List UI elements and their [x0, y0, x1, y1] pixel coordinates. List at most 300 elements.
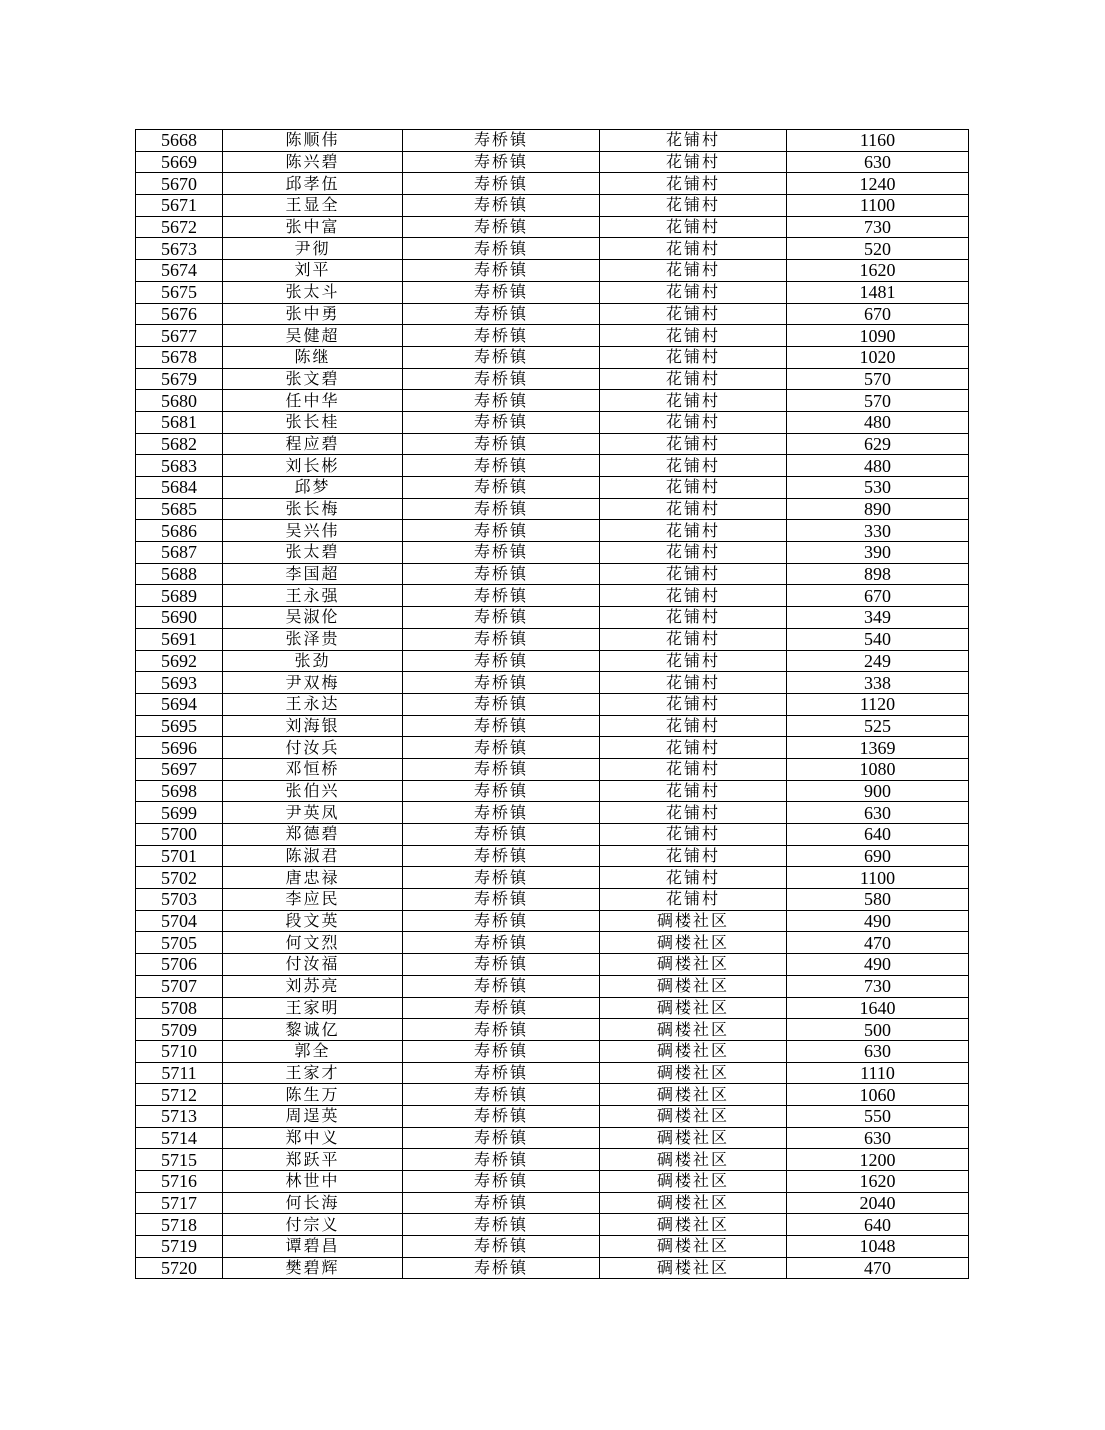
town-name: 寿桥镇 [403, 433, 600, 455]
amount-value: 1620 [787, 1171, 969, 1193]
amount-value: 670 [787, 585, 969, 607]
person-name: 张文碧 [223, 368, 403, 390]
person-name: 张中富 [223, 216, 403, 238]
table-row [136, 824, 969, 846]
town-name: 寿桥镇 [403, 151, 600, 173]
person-name: 尹双梅 [223, 672, 403, 694]
town-name: 寿桥镇 [403, 325, 600, 347]
roster-table-body [136, 130, 969, 1279]
person-name: 尹英凤 [223, 802, 403, 824]
person-name: 刘平 [223, 260, 403, 282]
table-row [136, 1062, 969, 1084]
person-name: 黎诚亿 [223, 1019, 403, 1041]
village-name: 花铺村 [600, 411, 787, 433]
table-row [136, 238, 969, 260]
row-number: 5719 [136, 1236, 223, 1258]
amount-value: 570 [787, 390, 969, 412]
row-number: 5703 [136, 889, 223, 911]
table-row [136, 1214, 969, 1236]
row-number: 5673 [136, 238, 223, 260]
amount-value: 470 [787, 932, 969, 954]
row-number: 5694 [136, 693, 223, 715]
amount-value: 640 [787, 1214, 969, 1236]
village-name: 碉楼社区 [600, 1040, 787, 1062]
row-number: 5682 [136, 433, 223, 455]
village-name: 花铺村 [600, 216, 787, 238]
amount-value: 730 [787, 216, 969, 238]
table-row [136, 1171, 969, 1193]
town-name: 寿桥镇 [403, 1171, 600, 1193]
person-name: 周逞英 [223, 1105, 403, 1127]
amount-value: 525 [787, 715, 969, 737]
village-name: 碉楼社区 [600, 975, 787, 997]
amount-value: 249 [787, 650, 969, 672]
table-row [136, 737, 969, 759]
table-row [136, 368, 969, 390]
row-number: 5710 [136, 1040, 223, 1062]
table-row [136, 346, 969, 368]
row-number: 5671 [136, 195, 223, 217]
table-row [136, 173, 969, 195]
row-number: 5668 [136, 130, 223, 152]
amount-value: 1020 [787, 346, 969, 368]
table-row [136, 1019, 969, 1041]
person-name: 林世中 [223, 1171, 403, 1193]
amount-value: 900 [787, 780, 969, 802]
town-name: 寿桥镇 [403, 780, 600, 802]
row-number: 5687 [136, 542, 223, 564]
row-number: 5672 [136, 216, 223, 238]
table-row [136, 607, 969, 629]
amount-value: 640 [787, 824, 969, 846]
person-name: 郑中义 [223, 1127, 403, 1149]
village-name: 花铺村 [600, 325, 787, 347]
person-name: 邓恒桥 [223, 758, 403, 780]
person-name: 郭全 [223, 1040, 403, 1062]
town-name: 寿桥镇 [403, 954, 600, 976]
table-row [136, 954, 969, 976]
person-name: 张中勇 [223, 303, 403, 325]
row-number: 5678 [136, 346, 223, 368]
town-name: 寿桥镇 [403, 1105, 600, 1127]
table-row [136, 932, 969, 954]
town-name: 寿桥镇 [403, 303, 600, 325]
row-number: 5669 [136, 151, 223, 173]
village-name: 花铺村 [600, 585, 787, 607]
row-number: 5714 [136, 1127, 223, 1149]
table-row [136, 693, 969, 715]
village-name: 花铺村 [600, 802, 787, 824]
person-name: 陈兴碧 [223, 151, 403, 173]
row-number: 5701 [136, 845, 223, 867]
table-row [136, 303, 969, 325]
amount-value: 890 [787, 498, 969, 520]
village-name: 花铺村 [600, 628, 787, 650]
town-name: 寿桥镇 [403, 520, 600, 542]
village-name: 花铺村 [600, 151, 787, 173]
table-row [136, 585, 969, 607]
amount-value: 570 [787, 368, 969, 390]
town-name: 寿桥镇 [403, 975, 600, 997]
amount-value: 338 [787, 672, 969, 694]
row-number: 5702 [136, 867, 223, 889]
person-name: 王家明 [223, 997, 403, 1019]
table-row [136, 216, 969, 238]
town-name: 寿桥镇 [403, 867, 600, 889]
village-name: 花铺村 [600, 195, 787, 217]
row-number: 5715 [136, 1149, 223, 1171]
amount-value: 2040 [787, 1192, 969, 1214]
person-name: 程应碧 [223, 433, 403, 455]
village-name: 花铺村 [600, 650, 787, 672]
village-name: 花铺村 [600, 715, 787, 737]
amount-value: 630 [787, 1127, 969, 1149]
town-name: 寿桥镇 [403, 1192, 600, 1214]
village-name: 碉楼社区 [600, 1127, 787, 1149]
town-name: 寿桥镇 [403, 672, 600, 694]
table-row [136, 433, 969, 455]
person-name: 张劲 [223, 650, 403, 672]
village-name: 碉楼社区 [600, 1192, 787, 1214]
town-name: 寿桥镇 [403, 997, 600, 1019]
amount-value: 580 [787, 889, 969, 911]
town-name: 寿桥镇 [403, 628, 600, 650]
row-number: 5699 [136, 802, 223, 824]
person-name: 樊碧辉 [223, 1257, 403, 1279]
village-name: 碉楼社区 [600, 1105, 787, 1127]
town-name: 寿桥镇 [403, 498, 600, 520]
person-name: 吴兴伟 [223, 520, 403, 542]
village-name: 花铺村 [600, 173, 787, 195]
amount-value: 330 [787, 520, 969, 542]
town-name: 寿桥镇 [403, 1236, 600, 1258]
village-name: 碉楼社区 [600, 1257, 787, 1279]
table-row [136, 563, 969, 585]
amount-value: 1369 [787, 737, 969, 759]
person-name: 唐忠禄 [223, 867, 403, 889]
village-name: 花铺村 [600, 498, 787, 520]
table-row [136, 1127, 969, 1149]
person-name: 邱孝伍 [223, 173, 403, 195]
row-number: 5706 [136, 954, 223, 976]
amount-value: 1100 [787, 195, 969, 217]
person-name: 陈继 [223, 346, 403, 368]
town-name: 寿桥镇 [403, 758, 600, 780]
town-name: 寿桥镇 [403, 845, 600, 867]
village-name: 碉楼社区 [600, 932, 787, 954]
person-name: 刘长彬 [223, 455, 403, 477]
row-number: 5677 [136, 325, 223, 347]
person-name: 付宗义 [223, 1214, 403, 1236]
amount-value: 520 [787, 238, 969, 260]
town-name: 寿桥镇 [403, 715, 600, 737]
row-number: 5686 [136, 520, 223, 542]
amount-value: 1090 [787, 325, 969, 347]
person-name: 张长梅 [223, 498, 403, 520]
table-row [136, 477, 969, 499]
amount-value: 530 [787, 477, 969, 499]
village-name: 碉楼社区 [600, 1149, 787, 1171]
village-name: 花铺村 [600, 737, 787, 759]
table-row [136, 628, 969, 650]
town-name: 寿桥镇 [403, 824, 600, 846]
amount-value: 550 [787, 1105, 969, 1127]
town-name: 寿桥镇 [403, 477, 600, 499]
row-number: 5708 [136, 997, 223, 1019]
row-number: 5695 [136, 715, 223, 737]
village-name: 花铺村 [600, 368, 787, 390]
table-row [136, 867, 969, 889]
roster-table [135, 129, 969, 1279]
town-name: 寿桥镇 [403, 563, 600, 585]
village-name: 花铺村 [600, 563, 787, 585]
row-number: 5692 [136, 650, 223, 672]
amount-value: 690 [787, 845, 969, 867]
table-row [136, 802, 969, 824]
village-name: 碉楼社区 [600, 1171, 787, 1193]
village-name: 花铺村 [600, 867, 787, 889]
amount-value: 500 [787, 1019, 969, 1041]
table-row [136, 780, 969, 802]
town-name: 寿桥镇 [403, 260, 600, 282]
table-row [136, 1192, 969, 1214]
village-name: 花铺村 [600, 845, 787, 867]
amount-value: 630 [787, 151, 969, 173]
amount-value: 898 [787, 563, 969, 585]
table-row [136, 997, 969, 1019]
row-number: 5717 [136, 1192, 223, 1214]
village-name: 碉楼社区 [600, 1236, 787, 1258]
village-name: 碉楼社区 [600, 910, 787, 932]
town-name: 寿桥镇 [403, 1257, 600, 1279]
village-name: 花铺村 [600, 693, 787, 715]
amount-value: 1080 [787, 758, 969, 780]
village-name: 花铺村 [600, 346, 787, 368]
village-name: 花铺村 [600, 607, 787, 629]
table-row [136, 411, 969, 433]
table-row [136, 1149, 969, 1171]
person-name: 李国超 [223, 563, 403, 585]
amount-value: 1200 [787, 1149, 969, 1171]
table-row [136, 758, 969, 780]
amount-value: 540 [787, 628, 969, 650]
row-number: 5711 [136, 1062, 223, 1084]
row-number: 5684 [136, 477, 223, 499]
person-name: 何长海 [223, 1192, 403, 1214]
town-name: 寿桥镇 [403, 195, 600, 217]
row-number: 5670 [136, 173, 223, 195]
table-row [136, 455, 969, 477]
table-row [136, 260, 969, 282]
row-number: 5680 [136, 390, 223, 412]
town-name: 寿桥镇 [403, 455, 600, 477]
table-row [136, 910, 969, 932]
person-name: 王显全 [223, 195, 403, 217]
town-name: 寿桥镇 [403, 1062, 600, 1084]
town-name: 寿桥镇 [403, 1040, 600, 1062]
town-name: 寿桥镇 [403, 737, 600, 759]
person-name: 陈淑君 [223, 845, 403, 867]
person-name: 付汝福 [223, 954, 403, 976]
person-name: 张太斗 [223, 281, 403, 303]
town-name: 寿桥镇 [403, 1149, 600, 1171]
table-row [136, 1236, 969, 1258]
village-name: 花铺村 [600, 260, 787, 282]
table-row [136, 195, 969, 217]
village-name: 花铺村 [600, 542, 787, 564]
amount-value: 480 [787, 411, 969, 433]
person-name: 陈生万 [223, 1084, 403, 1106]
village-name: 花铺村 [600, 520, 787, 542]
town-name: 寿桥镇 [403, 650, 600, 672]
amount-value: 1120 [787, 693, 969, 715]
table-row [136, 1040, 969, 1062]
town-name: 寿桥镇 [403, 693, 600, 715]
amount-value: 390 [787, 542, 969, 564]
village-name: 碉楼社区 [600, 954, 787, 976]
amount-value: 1100 [787, 867, 969, 889]
village-name: 花铺村 [600, 390, 787, 412]
amount-value: 1240 [787, 173, 969, 195]
table-row [136, 672, 969, 694]
row-number: 5674 [136, 260, 223, 282]
village-name: 花铺村 [600, 455, 787, 477]
row-number: 5698 [136, 780, 223, 802]
town-name: 寿桥镇 [403, 542, 600, 564]
amount-value: 1481 [787, 281, 969, 303]
document-page [135, 129, 968, 1279]
row-number: 5679 [136, 368, 223, 390]
person-name: 张太碧 [223, 542, 403, 564]
village-name: 花铺村 [600, 824, 787, 846]
village-name: 花铺村 [600, 303, 787, 325]
town-name: 寿桥镇 [403, 607, 600, 629]
row-number: 5707 [136, 975, 223, 997]
town-name: 寿桥镇 [403, 910, 600, 932]
row-number: 5690 [136, 607, 223, 629]
town-name: 寿桥镇 [403, 889, 600, 911]
table-row [136, 889, 969, 911]
table-row [136, 1105, 969, 1127]
amount-value: 1110 [787, 1062, 969, 1084]
amount-value: 1620 [787, 260, 969, 282]
town-name: 寿桥镇 [403, 130, 600, 152]
row-number: 5685 [136, 498, 223, 520]
town-name: 寿桥镇 [403, 346, 600, 368]
table-row [136, 1084, 969, 1106]
person-name: 谭碧昌 [223, 1236, 403, 1258]
table-row [136, 130, 969, 152]
village-name: 碉楼社区 [600, 1019, 787, 1041]
amount-value: 1640 [787, 997, 969, 1019]
table-row [136, 715, 969, 737]
table-row [136, 498, 969, 520]
row-number: 5713 [136, 1105, 223, 1127]
town-name: 寿桥镇 [403, 390, 600, 412]
person-name: 李应民 [223, 889, 403, 911]
person-name: 王永强 [223, 585, 403, 607]
amount-value: 630 [787, 1040, 969, 1062]
person-name: 吴健超 [223, 325, 403, 347]
village-name: 花铺村 [600, 130, 787, 152]
row-number: 5704 [136, 910, 223, 932]
person-name: 张伯兴 [223, 780, 403, 802]
person-name: 吴淑伦 [223, 607, 403, 629]
town-name: 寿桥镇 [403, 1019, 600, 1041]
town-name: 寿桥镇 [403, 1127, 600, 1149]
person-name: 尹彻 [223, 238, 403, 260]
village-name: 碉楼社区 [600, 997, 787, 1019]
row-number: 5688 [136, 563, 223, 585]
row-number: 5683 [136, 455, 223, 477]
amount-value: 490 [787, 954, 969, 976]
person-name: 段文英 [223, 910, 403, 932]
table-row [136, 975, 969, 997]
person-name: 郑德碧 [223, 824, 403, 846]
amount-value: 630 [787, 802, 969, 824]
town-name: 寿桥镇 [403, 173, 600, 195]
town-name: 寿桥镇 [403, 1084, 600, 1106]
amount-value: 1160 [787, 130, 969, 152]
row-number: 5700 [136, 824, 223, 846]
amount-value: 470 [787, 1257, 969, 1279]
row-number: 5718 [136, 1214, 223, 1236]
row-number: 5705 [136, 932, 223, 954]
row-number: 5691 [136, 628, 223, 650]
person-name: 郑跃平 [223, 1149, 403, 1171]
village-name: 碉楼社区 [600, 1084, 787, 1106]
amount-value: 1060 [787, 1084, 969, 1106]
town-name: 寿桥镇 [403, 411, 600, 433]
village-name: 碉楼社区 [600, 1062, 787, 1084]
village-name: 花铺村 [600, 780, 787, 802]
table-row [136, 542, 969, 564]
village-name: 花铺村 [600, 281, 787, 303]
table-row [136, 281, 969, 303]
town-name: 寿桥镇 [403, 802, 600, 824]
row-number: 5676 [136, 303, 223, 325]
village-name: 花铺村 [600, 758, 787, 780]
person-name: 张泽贵 [223, 628, 403, 650]
village-name: 碉楼社区 [600, 1214, 787, 1236]
row-number: 5716 [136, 1171, 223, 1193]
table-row [136, 650, 969, 672]
row-number: 5696 [136, 737, 223, 759]
town-name: 寿桥镇 [403, 281, 600, 303]
row-number: 5689 [136, 585, 223, 607]
row-number: 5712 [136, 1084, 223, 1106]
amount-value: 349 [787, 607, 969, 629]
row-number: 5693 [136, 672, 223, 694]
amount-value: 670 [787, 303, 969, 325]
amount-value: 629 [787, 433, 969, 455]
person-name: 刘苏亮 [223, 975, 403, 997]
amount-value: 480 [787, 455, 969, 477]
town-name: 寿桥镇 [403, 368, 600, 390]
town-name: 寿桥镇 [403, 1214, 600, 1236]
village-name: 花铺村 [600, 672, 787, 694]
row-number: 5720 [136, 1257, 223, 1279]
person-name: 何文烈 [223, 932, 403, 954]
table-row [136, 325, 969, 347]
amount-value: 1048 [787, 1236, 969, 1258]
person-name: 王家才 [223, 1062, 403, 1084]
person-name: 任中华 [223, 390, 403, 412]
person-name: 张长桂 [223, 411, 403, 433]
person-name: 付汝兵 [223, 737, 403, 759]
table-row [136, 1257, 969, 1279]
row-number: 5709 [136, 1019, 223, 1041]
